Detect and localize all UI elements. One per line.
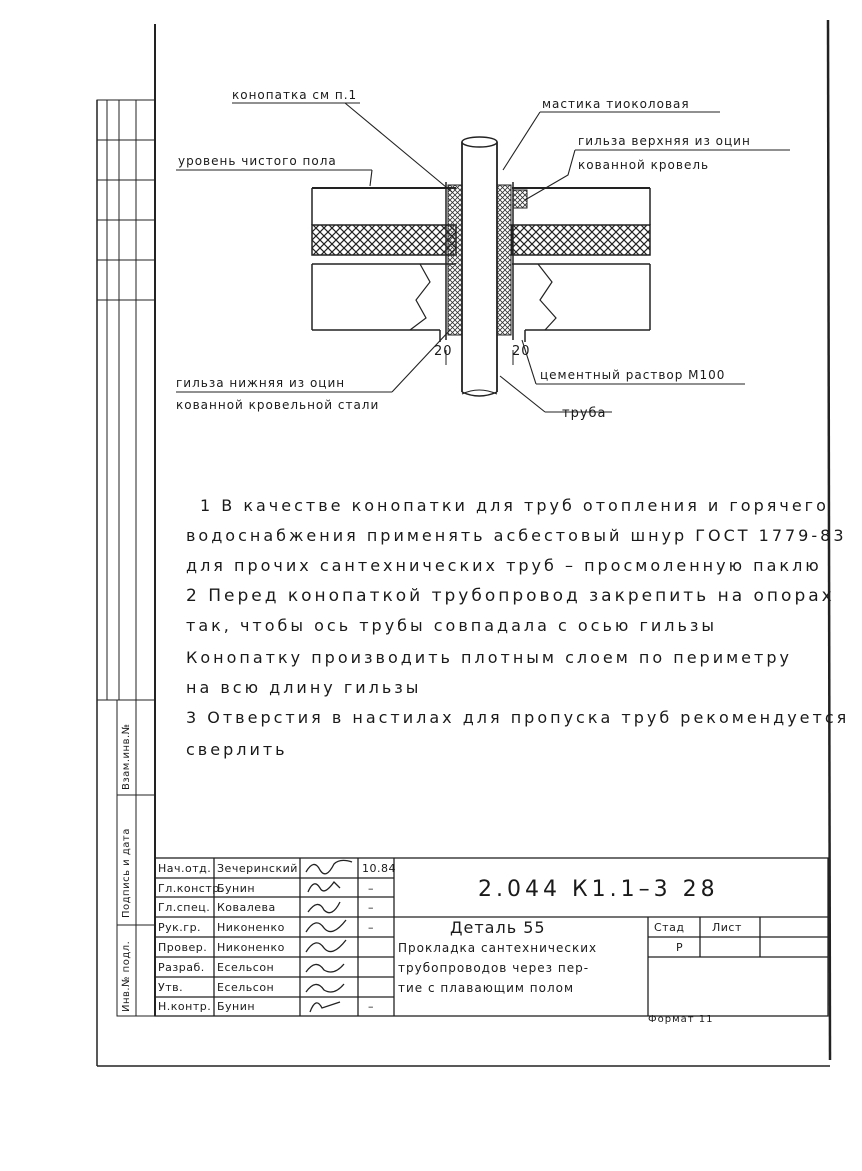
stamp-name: Никоненко	[217, 941, 285, 954]
stamp-role: Нач.отд.	[158, 862, 212, 875]
label-upper-sleeve-1: гильза верхняя из оцин	[578, 134, 751, 148]
dimension-marks	[446, 350, 513, 365]
label-upper-sleeve-2: кованной кровель	[578, 158, 710, 172]
dimension-right: 20	[512, 344, 531, 359]
stage-label: Стад	[654, 921, 685, 934]
label-caulking: конопатка см п.1	[232, 88, 358, 102]
note-line: 1 В качестве конопатки для труб отопления и горячего	[200, 496, 829, 515]
stamp-role: Гл.спец.	[158, 901, 211, 914]
sheet-label: Лист	[712, 921, 742, 934]
stamp-name: Бунин	[217, 1000, 256, 1013]
detail-subtitle-line: Прокладка сантехнических	[398, 941, 598, 955]
side-strip-replace-inv: Взам.инв.№	[121, 723, 132, 790]
stamp-date: –	[368, 882, 374, 895]
pipe	[462, 137, 497, 396]
stamp-date: 10.84	[362, 862, 396, 875]
note-line: водоснабжения применять асбестовый шнур ГОСТ 1779-83	[186, 526, 847, 545]
stamp-name: Ковалева	[217, 901, 276, 914]
detail-subtitle-line: трубопроводов через пер-	[398, 961, 590, 975]
stamp-role: Н.контр.	[158, 1000, 212, 1013]
note-line: 3 Отверстия в настилах для пропуска труб рекомендуется	[186, 708, 850, 727]
stamp-role: Утв.	[158, 981, 184, 994]
stage-value: Р	[676, 941, 684, 954]
stamp-name: Никоненко	[217, 921, 285, 934]
note-line: 2 Перед конопаткой трубопровод закрепить на опорах	[186, 586, 835, 606]
detail-title: Деталь 55	[450, 918, 546, 937]
label-cement: цементный раствор М100	[540, 368, 726, 382]
stamp-role: Гл.констр.	[158, 882, 224, 895]
detail-subtitle-line: тие с плавающим полом	[398, 981, 575, 995]
floor-section	[312, 188, 650, 342]
label-floor-level: уровень чистого пола	[178, 154, 337, 168]
stamp-date: –	[368, 1000, 374, 1013]
label-pipe: труба	[562, 406, 607, 421]
format-label: Формат 11	[648, 1014, 714, 1025]
stamp-date: –	[368, 901, 374, 914]
label-lower-sleeve-2: кованной кровельной стали	[176, 398, 380, 412]
stamp-role: Рук.гр.	[158, 921, 202, 934]
label-mastic: мастика тиоколовая	[542, 97, 690, 111]
stamp-name: Есельсон	[217, 961, 275, 974]
stamp-role: Провер.	[158, 941, 208, 954]
dimension-left: 20	[434, 344, 453, 359]
signatures	[306, 860, 352, 1012]
note-line: на всю длину гильзы	[186, 678, 422, 697]
stamp-role: Разраб.	[158, 961, 205, 974]
stamp-name: Бунин	[217, 882, 256, 895]
note-line: Конопатку производить плотным слоем по периметру	[186, 648, 792, 667]
stamp-date: –	[368, 921, 374, 934]
side-strip-original-inv: Инв.№ подл.	[121, 940, 132, 1012]
note-line: для прочих сантехнических труб – просмоленную паклю	[186, 556, 822, 575]
sleeve-assembly	[446, 182, 527, 340]
side-strip-signature-date: Подпись и дата	[121, 828, 132, 918]
stamp-name: Есельсон	[217, 981, 275, 994]
note-line: так, чтобы ось трубы совпадала с осью гильзы	[186, 616, 718, 635]
note-line: сверлить	[186, 740, 288, 759]
document-code: 2.044 К1.1–3 28	[478, 877, 719, 902]
leader-lines	[176, 103, 790, 412]
label-lower-sleeve-1: гильза нижняя из оцин	[176, 376, 346, 390]
stamp-name: Зечеринский	[217, 862, 298, 875]
